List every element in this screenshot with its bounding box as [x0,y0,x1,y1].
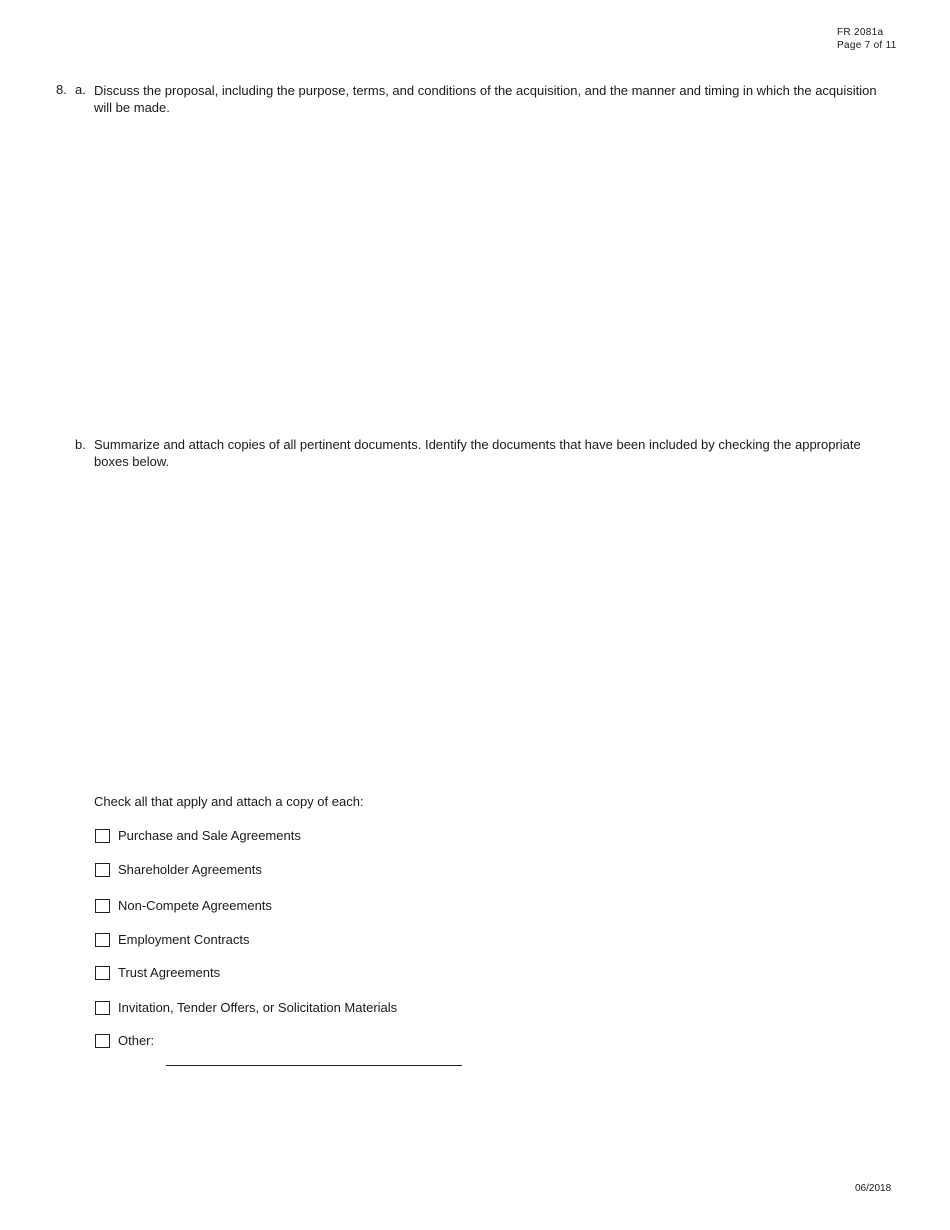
checklist-item-purchase-sale [95,827,301,845]
shareholder-checkbox[interactable] [95,863,110,877]
employment-label: Employment Contracts [118,932,250,947]
purchase-sale-label: Purchase and Sale Agreements [118,828,301,843]
question-a-label: a. [75,82,86,97]
other-checkbox[interactable] [95,1034,110,1048]
non-compete-label: Non-Compete Agreements [118,898,272,913]
trust-checkbox[interactable] [95,966,110,980]
purchase-sale-checkbox[interactable] [95,829,110,843]
employment-checkbox[interactable] [95,933,110,947]
revision-date: 06/2018 [855,1183,892,1194]
question-b-text: Summarize and attach copies of all pertinent documents. Identify the documents that have been included by checking the appropriate boxes below. [94,437,861,469]
shareholder-label: Shareholder Agreements [118,862,262,877]
question-a-text: Discuss the proposal, including the purpose, terms, and conditions of the acquisition, and the manner and timing in which the acquisition will be made. [94,83,877,115]
non-compete-checkbox[interactable] [95,899,110,913]
invitation-label: Invitation, Tender Offers, or Solicitation Materials [118,1000,398,1015]
checklist-item-invitation [95,999,397,1017]
checklist-item-employment [95,931,250,949]
form-id: FR 2081a [837,27,884,38]
checklist-item-other [95,1032,154,1050]
question-b-answer-area[interactable] [94,475,884,780]
question-number: 8. [56,82,67,97]
trust-label: Trust Agreements [118,965,221,980]
checklist-intro: Check all that apply and attach a copy of each: [94,794,364,809]
page-number: Page 7 of 11 [837,40,897,51]
other-label: Other: [118,1033,155,1048]
other-text-field[interactable] [166,1051,462,1066]
question-a-answer-area[interactable] [94,120,884,420]
checklist-item-non-compete [95,897,272,915]
checklist-item-shareholder [95,861,262,879]
question-b-label: b. [75,437,86,452]
checklist-item-trust [95,964,220,982]
form-header [837,26,897,52]
invitation-checkbox[interactable] [95,1001,110,1015]
